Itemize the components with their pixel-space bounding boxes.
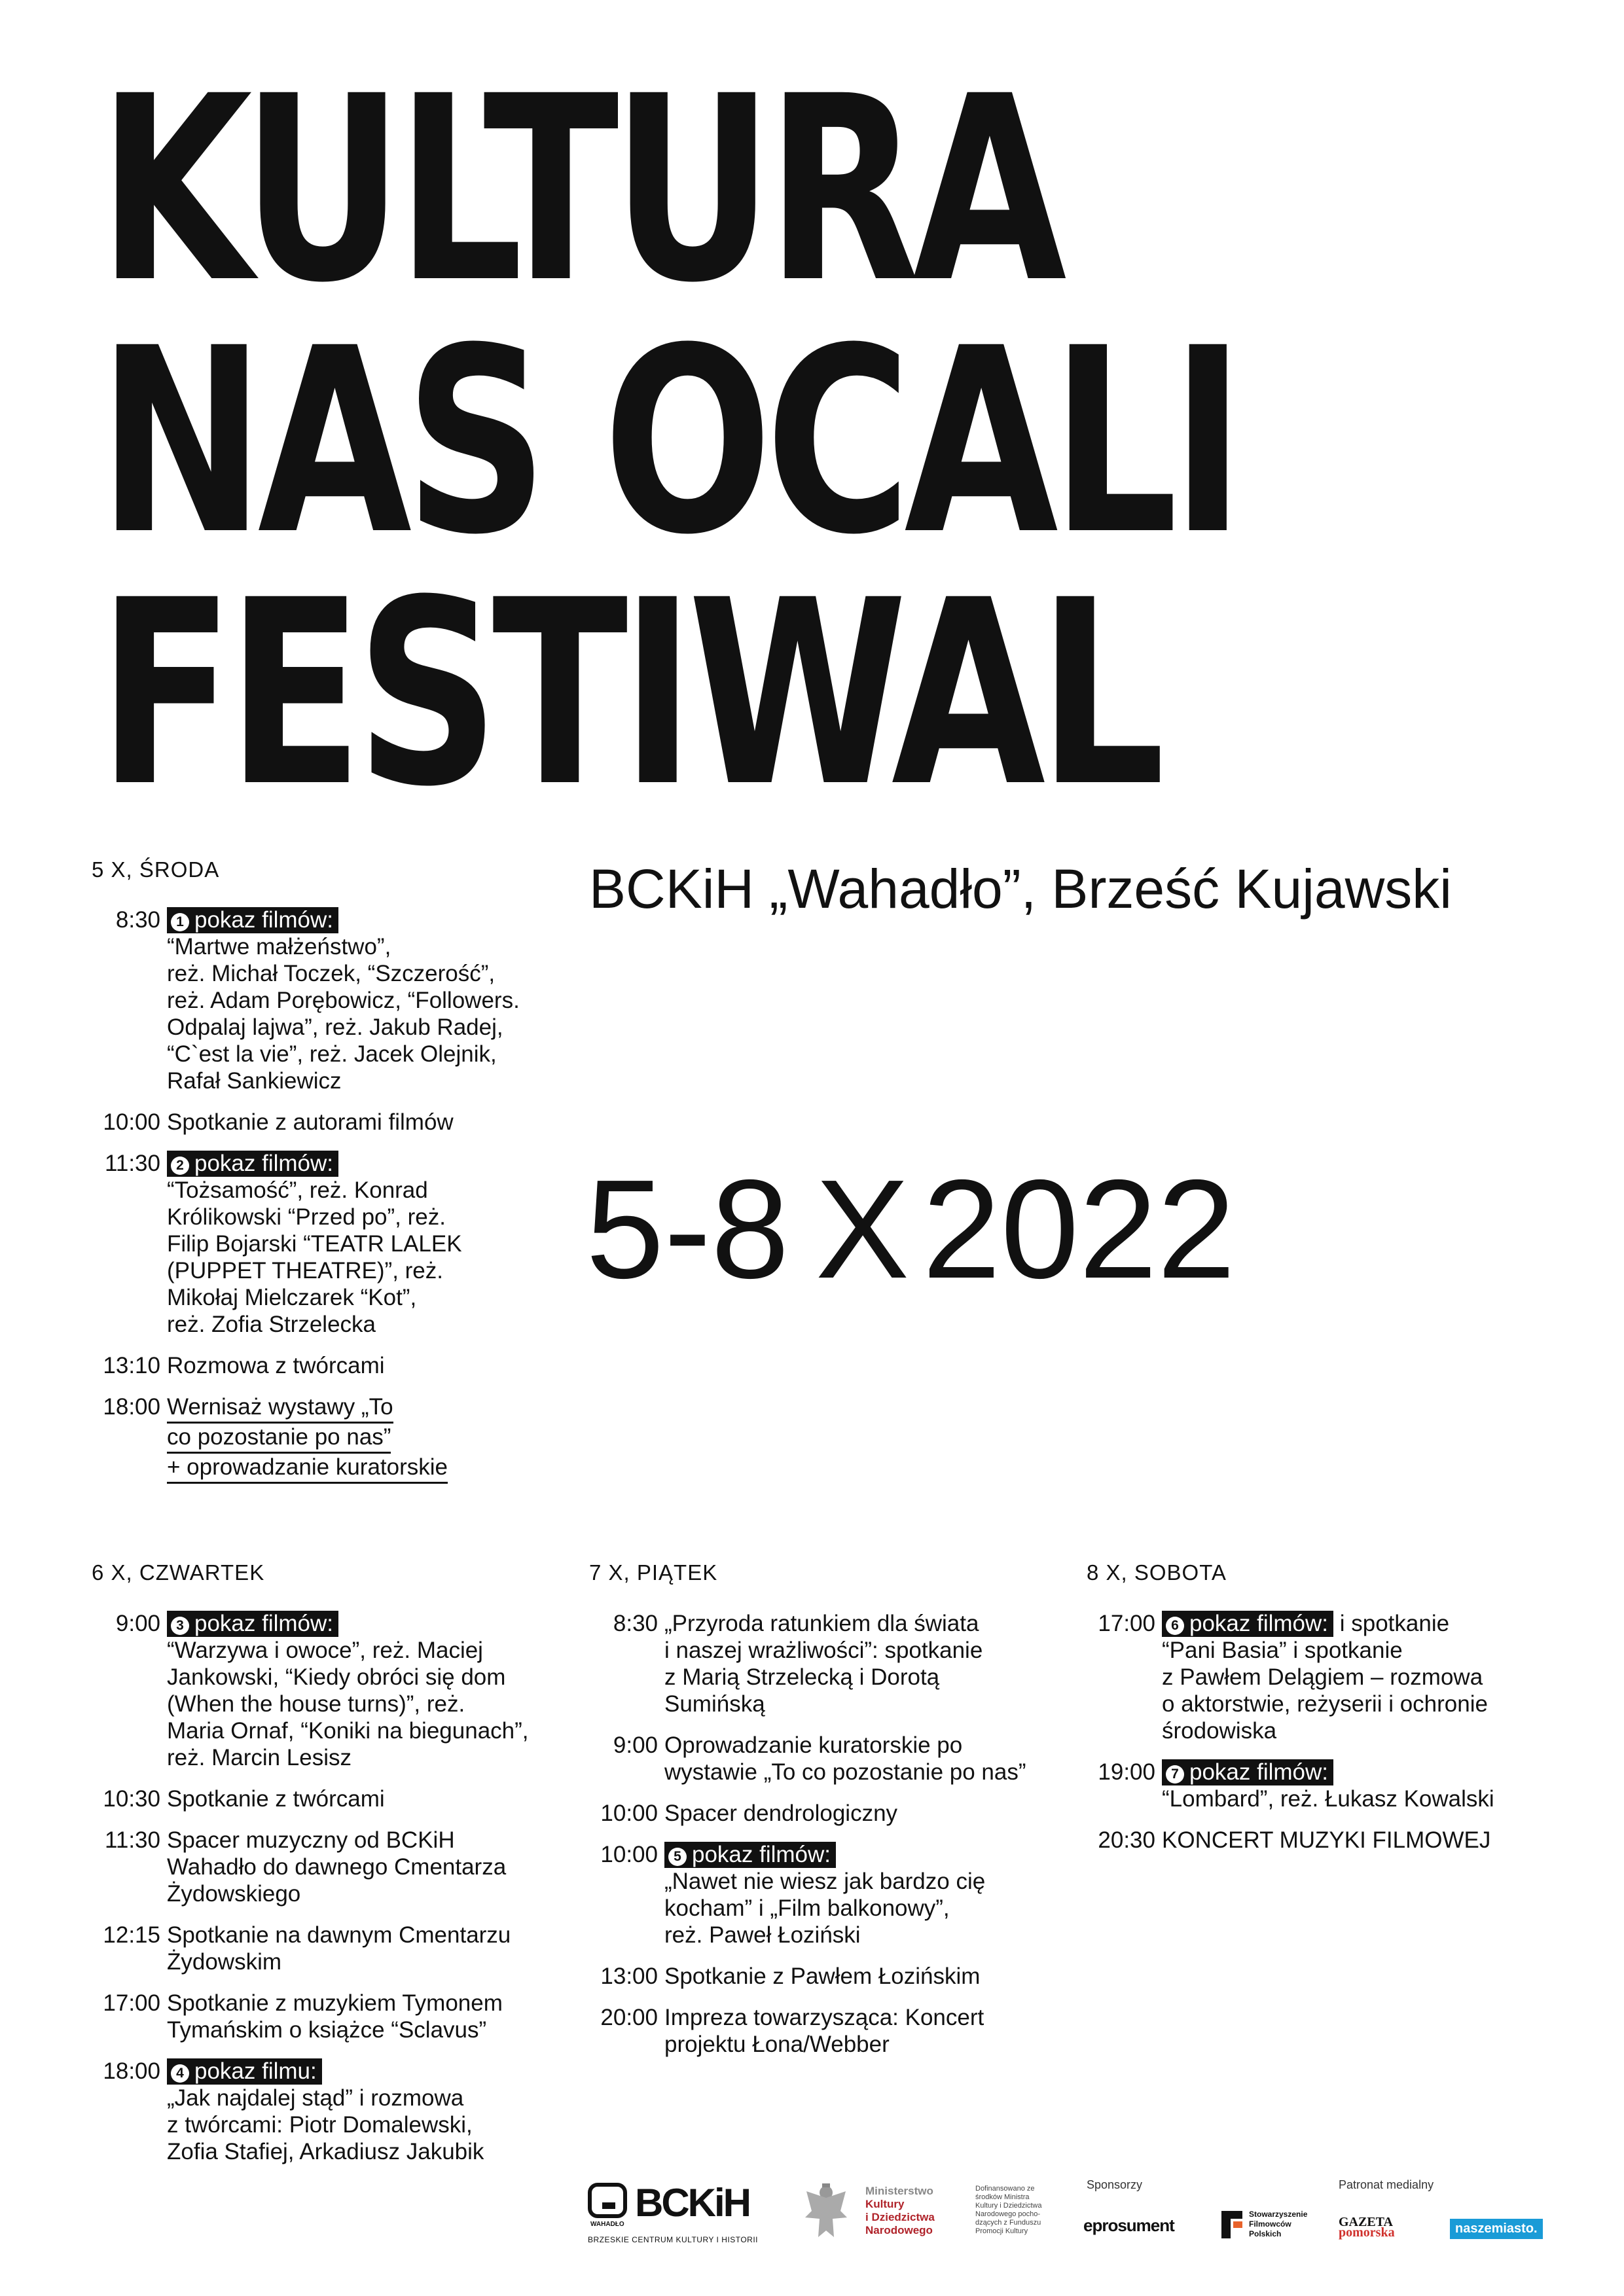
event-line: z Pawłem Delągiem – rozmowa xyxy=(1162,1664,1483,1690)
bckih-subtitle: BRZESKIE CENTRUM KULTURY I HISTORII xyxy=(588,2235,758,2244)
event-line: Mikołaj Mielczarek “Kot”, xyxy=(167,1285,417,1310)
event-line: Impreza towarzysząca: Koncert xyxy=(664,2005,984,2030)
event-line: Spacer muzyczny od BCKiH xyxy=(167,1827,455,1853)
event-time: 10:30 xyxy=(103,1786,160,1812)
event-line: Spotkanie z muzykiem Tymonem xyxy=(167,1990,503,2016)
event-line: reż. Paweł Łoziński xyxy=(664,1922,861,1948)
event xyxy=(92,1109,550,1136)
screening-tag: 5 pokaz filmów: xyxy=(664,1842,836,1868)
event-line: Spotkanie na dawnym Cmentarzu xyxy=(167,1922,511,1948)
event-line: z twórcami: Piotr Domalewski, xyxy=(167,2112,473,2138)
event xyxy=(92,1785,563,1812)
ministry-line-2: Kultury xyxy=(865,2198,905,2210)
event-line: Żydowskiego xyxy=(167,1881,301,1907)
screening-number-badge: 3 xyxy=(171,1617,189,1635)
event-line: (When the house turns)”, reż. xyxy=(167,1691,465,1717)
schedule-friday xyxy=(589,1610,1060,2072)
event xyxy=(1087,1827,1558,1854)
event xyxy=(92,1352,550,1379)
event xyxy=(92,1827,563,1907)
day-heading-saturday: 8 X, SOBOTA xyxy=(1087,1560,1227,1585)
event xyxy=(1087,1759,1558,1812)
event-time: 10:00 xyxy=(103,1109,160,1135)
sponsors-label: Sponsorzy xyxy=(1087,2178,1143,2191)
sfp-icon xyxy=(1219,2208,1245,2241)
venue: BCKiH „Wahadło”, Brześć Kujawski xyxy=(589,858,1452,920)
screening-tag: 6 pokaz filmów: xyxy=(1162,1611,1333,1637)
event-line: “C`est la vie”, reż. Jacek Olejnik, xyxy=(167,1041,497,1067)
event-time: 20:00 xyxy=(600,2005,658,2030)
event xyxy=(589,2004,1060,2058)
event xyxy=(92,2058,563,2165)
event-time: 11:30 xyxy=(105,1151,160,1176)
event-time: 9:00 xyxy=(613,1732,658,1758)
event xyxy=(92,1610,563,1771)
event-line: reż. Michał Toczek, “Szczerość”, xyxy=(167,961,496,986)
event-time: 18:00 xyxy=(103,1394,160,1420)
event xyxy=(589,1800,1060,1827)
schedule-wednesday xyxy=(92,906,550,1498)
screening-number-badge: 4 xyxy=(171,2064,189,2083)
event xyxy=(589,1610,1060,1717)
gazeta-pomorska-logo: GAZETA pomorska xyxy=(1339,2215,1395,2240)
event-line: projektu Łona/Webber xyxy=(664,2032,890,2057)
event-line: “Tożsamość”, reż. Konrad xyxy=(167,1177,428,1203)
event-line: Tymańskim o książce “Sclavus” xyxy=(167,2017,487,2043)
bckih-small-label: WAHADŁO xyxy=(590,2221,624,2228)
event-line: Jankowski, “Kiedy obróci się dom xyxy=(167,1664,506,1690)
event-line: z Marią Strzelecką i Dorotą xyxy=(664,1664,940,1690)
naszemiasto-logo: naszemiasto. xyxy=(1450,2219,1543,2239)
date-month: X xyxy=(815,1150,910,1308)
screening-tag: 4 pokaz filmu: xyxy=(167,2058,322,2085)
day-heading-friday: 7 X, PIĄTEK xyxy=(589,1560,718,1585)
event-line: + oprowadzanie kuratorskie xyxy=(167,1454,448,1484)
event-line: „Jak najdalej stąd” i rozmowa xyxy=(167,2085,464,2111)
ministry-logo xyxy=(800,2178,996,2250)
event-time: 11:30 xyxy=(105,1827,160,1853)
ministry-line-3: i Dziedzictwa xyxy=(865,2211,935,2223)
bckih-logo xyxy=(588,2183,771,2255)
event-line: co pozostanie po nas” xyxy=(167,1424,391,1454)
event-line: “Pani Basia” i spotkanie xyxy=(1162,1638,1403,1663)
event-line: Sumińską xyxy=(664,1691,765,1717)
event-time: 13:10 xyxy=(103,1353,160,1378)
title-line-3: FESTIWAL xyxy=(98,545,1159,842)
event-line: Filip Bojarski “TEATR LALEK xyxy=(167,1231,462,1257)
screening-tag: 7 pokaz filmów: xyxy=(1162,1759,1333,1785)
event-line: Maria Ornaf, “Koniki na biegunach”, xyxy=(167,1718,529,1744)
event-line: wystawie „To co pozostanie po nas” xyxy=(664,1759,1026,1785)
event-line: “Martwe małżeństwo”, xyxy=(167,934,391,960)
event-text: Spotkanie z twórcami xyxy=(167,1786,385,1812)
footer-logos xyxy=(0,2166,1624,2265)
ministry-line-1: Ministerstwo xyxy=(865,2185,933,2197)
screening-number-badge: 6 xyxy=(1166,1617,1184,1635)
event-line: Wernisaż wystawy „To xyxy=(167,1393,393,1424)
event xyxy=(92,1990,563,2043)
eagle-emblem-icon xyxy=(800,2178,852,2241)
date-year: 2022 xyxy=(922,1150,1236,1308)
event-time: 20:30 xyxy=(1098,1827,1155,1853)
event-line: Rafał Sankiewicz xyxy=(167,1068,342,1094)
day-heading-wednesday: 5 X, ŚRODA xyxy=(92,857,220,882)
event-time: 17:00 xyxy=(1098,1611,1155,1636)
title-line-1: KULTURA xyxy=(98,41,1060,338)
event-time: 13:00 xyxy=(600,1964,658,1989)
event-line: “Lombard”, reż. Łukasz Kowalski xyxy=(1162,1786,1494,1812)
event-exhibition-opening xyxy=(92,1393,550,1484)
event-time: 12:15 xyxy=(103,1922,160,1948)
event-line: środowiska xyxy=(1162,1718,1277,1744)
event-time: 9:00 xyxy=(115,1611,160,1636)
festival-dates xyxy=(586,1150,1236,1308)
event xyxy=(92,906,550,1094)
sfp-logo: Stowarzyszenie Filmowców Polskich xyxy=(1219,2208,1324,2248)
schedule-saturday xyxy=(1087,1610,1558,1868)
event xyxy=(1087,1610,1558,1744)
event-line: reż. Adam Porębowicz, “Followers. xyxy=(167,988,520,1013)
event-tag-suffix: i spotkanie xyxy=(1333,1611,1450,1636)
event xyxy=(92,1922,563,1975)
event-text: Rozmowa z twórcami xyxy=(167,1353,385,1378)
event-text: KONCERT MUZYKI FILMOWEJ xyxy=(1162,1827,1491,1853)
event-line: reż. Zofia Strzelecka xyxy=(167,1312,376,1337)
event xyxy=(92,1150,550,1338)
screening-number-badge: 2 xyxy=(171,1157,189,1175)
event-text: Spotkanie z Pawłem Łozińskim xyxy=(664,1964,981,1989)
event-time: 8:30 xyxy=(613,1611,658,1636)
event-line: „Nawet nie wiesz jak bardzo cię xyxy=(664,1869,986,1894)
schedule-thursday xyxy=(92,1610,563,2179)
day-heading-thursday: 6 X, CZWARTEK xyxy=(92,1560,265,1585)
event-time: 8:30 xyxy=(115,907,160,933)
event-text: Spacer dendrologiczny xyxy=(664,1801,898,1826)
bckih-wordmark: BCKiH xyxy=(635,2181,749,2225)
event-time: 17:00 xyxy=(103,1990,160,2016)
screening-tag: 2 pokaz filmów: xyxy=(167,1151,338,1177)
event-line: o aktorstwie, reżyserii i ochronie xyxy=(1162,1691,1488,1717)
event-time: 10:00 xyxy=(600,1801,658,1826)
screening-tag: 3 pokaz filmów: xyxy=(167,1611,338,1637)
event-time: 18:00 xyxy=(103,2058,160,2084)
event-line: Odpalaj lajwa”, reż. Jakub Radej, xyxy=(167,1014,503,1040)
event-line: Wahadło do dawnego Cmentarza xyxy=(167,1854,507,1880)
event-time: 10:00 xyxy=(600,1842,658,1867)
ministry-line-4: Narodowego xyxy=(865,2224,933,2236)
event-line: i naszej wrażliwości”: spotkanie xyxy=(664,1638,983,1663)
event-text: Spotkanie z autorami filmów xyxy=(167,1109,454,1135)
event-line: “Warzywa i owoce”, reż. Maciej xyxy=(167,1638,483,1663)
event-line: Królikowski “Przed po”, reż. xyxy=(167,1204,446,1230)
screening-number-badge: 1 xyxy=(171,913,189,931)
event-line: Zofia Stafiej, Arkadiusz Jakubik xyxy=(167,2139,484,2164)
title-line-2: NAS OCALI xyxy=(98,293,1238,590)
eprosument-logo: eprosument xyxy=(1083,2215,1174,2235)
date-range: 5-8 xyxy=(586,1150,789,1308)
screening-tag: 1 pokaz filmów: xyxy=(167,907,338,933)
media-patronage-label: Patronat medialny xyxy=(1339,2178,1434,2191)
funding-note: Dofinansowano ze środków Ministra Kultury i Dziedzictwa Narodowego pocho- dzących z Funduszu Promocji Kultury xyxy=(975,2185,1042,2235)
event-line: Oprowadzanie kuratorskie po xyxy=(664,1732,963,1758)
event-line: kocham” i „Film balkonowy”, xyxy=(664,1895,950,1921)
event-line: „Przyroda ratunkiem dla świata xyxy=(664,1611,979,1636)
screening-number-badge: 7 xyxy=(1166,1765,1184,1784)
event xyxy=(589,1841,1060,1948)
event-time: 19:00 xyxy=(1098,1759,1155,1785)
event xyxy=(589,1732,1060,1785)
event-line: (PUPPET THEATRE)”, reż. xyxy=(167,1258,443,1283)
event-line: Żydowskim xyxy=(167,1949,282,1975)
wahadlo-icon xyxy=(588,2183,627,2219)
event xyxy=(589,1963,1060,1990)
event-line: reż. Marcin Lesisz xyxy=(167,1745,352,1770)
screening-number-badge: 5 xyxy=(668,1848,687,1866)
